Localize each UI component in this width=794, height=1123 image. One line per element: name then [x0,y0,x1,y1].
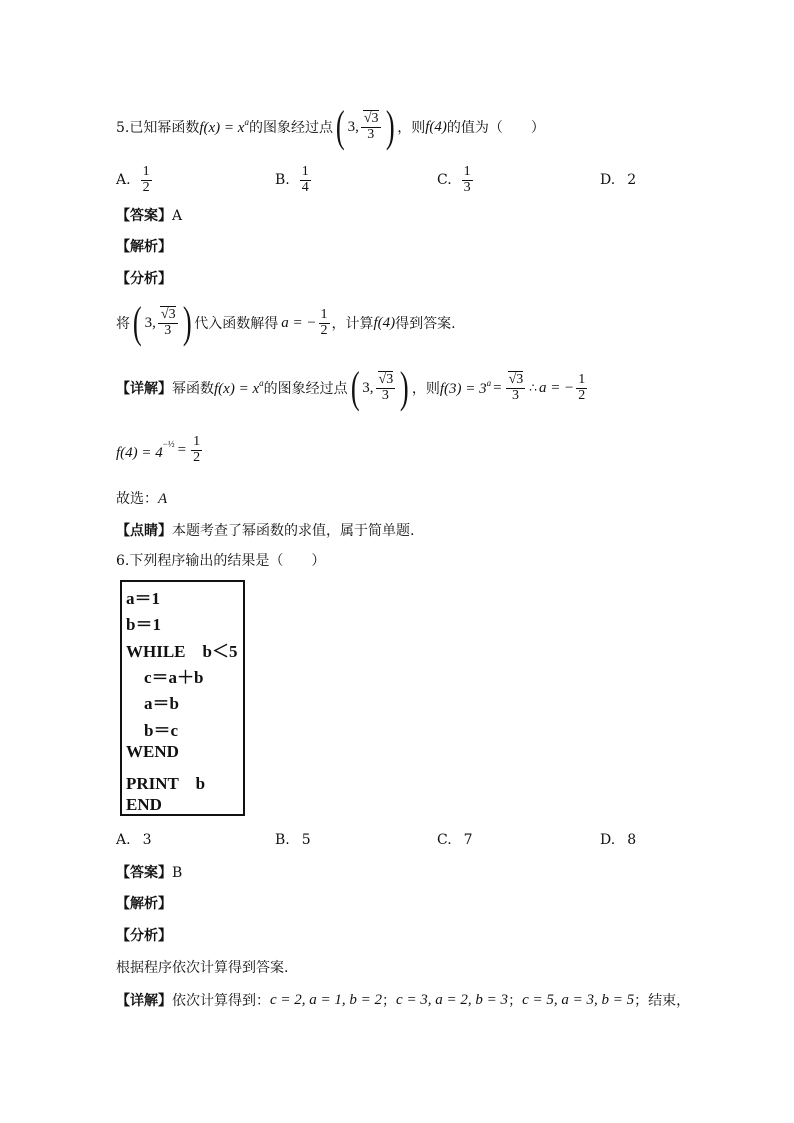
q5-detail-sqrt-frac: $\frac{√3}{3}$ [506,373,526,403]
code-line: END [126,795,162,814]
q6-detail: 【详解】 依次计算得到： c = 2, a = 1, b = 2 ； c = 3, a = 2, b = 3 ； c = 5, a = 3, b = 5 ；结束， [116,991,691,1009]
q6-fenxi: 【分析】 [116,928,172,944]
q5-detail-point-frac: $\frac{√3}{3}$ [376,373,396,403]
code-line: WHILE b＜5 [126,642,238,661]
q6-option-d: D. 8 [600,832,637,848]
q6-option-a: A. 3 [116,832,152,848]
q6-jiexi: 【解析】 [116,896,172,912]
q5-fenxi: 【分析】 [116,271,172,287]
q5-suffix: 的值为（ ） [446,120,545,136]
q5-option-b-frac: $\frac{1}{4}$ [301,163,309,195]
q5-detail-a-frac: $\frac{1}{2}$ [578,371,586,403]
q5-prefix: 5.已知幂函数 [116,120,200,136]
q6-option-b: B. 5 [275,832,311,848]
q5-detail: 【详解】 幂函数 $f(x) = x^a$ 的图象经过点 ( 3, $\frac{√3}{3}$ ) ，则 $f(3) = 3^a$ = $\frac{√3}{3}$ ∴ a = − $\frac{1}{2}$ [116,363,586,412]
right-paren: ) [385,102,395,151]
q5-choose: 故选：A [116,491,168,507]
code-line: PRINT b [126,774,206,793]
q5-option-b: B. $\frac{1}{4}$ [275,163,309,195]
q6-prompt: 6.下列程序输出的结果是（ ） [116,553,326,569]
q5-comment: 【点睛】本题考查了幂函数的求值，属于简单题. [116,523,415,539]
q5-option-c: C. $\frac{1}{3}$ [437,163,471,195]
q6-option-c: C. 7 [437,832,473,848]
q5-point-x: 3, [347,118,359,135]
q5-calc-frac: $\frac{1}{2}$ [193,433,201,465]
q5-option-a-frac: $\frac{1}{2}$ [142,163,150,195]
q5-power-function: $f(x) = x^a$ [199,117,249,136]
code-line: a＝b [144,694,179,713]
q5-question [116,102,545,151]
q6-code-box [120,580,245,816]
q5-option-c-frac: $\frac{1}{3}$ [463,163,471,195]
left-paren: ( [335,102,345,151]
q5-then: ，则 [397,120,426,136]
q5-analysis-a-frac: $\frac{1}{2}$ [320,306,328,338]
q5-option-d: D. 2 [600,172,637,188]
q5-calc: $f(4) = 4^{-\frac{1}{2}}$ = $\frac{1}{2}$ [116,433,201,465]
q6-analysis: 根据程序依次计算得到答案. [116,960,289,976]
code-line: b＝c [144,721,178,740]
code-line: c＝a＋b [144,668,204,687]
code-line: WEND [126,742,179,761]
q5-f4: f(4) [425,118,447,135]
q5-mid: 的图象经过点 [248,120,333,136]
q5-jiexi: 【解析】 [116,239,172,255]
q5-option-a: A. $\frac{1}{2}$ [116,163,150,195]
q6-answer: 【答案】B [116,865,183,881]
code-line: a＝1 [126,589,160,608]
q5-point-frac: $\frac{√3}{3}$ [361,112,381,142]
q5-analysis-point-frac: $\frac{√3}{3}$ [158,308,178,338]
q5-analysis: 将 ( 3, $\frac{√3}{3}$ ) 代入函数解得 a = − $\frac{1}{2}$ ，计算 f(4) 得到答案. [116,298,456,347]
q5-answer: 【答案】A [116,208,183,224]
code-line: b＝1 [126,615,161,634]
